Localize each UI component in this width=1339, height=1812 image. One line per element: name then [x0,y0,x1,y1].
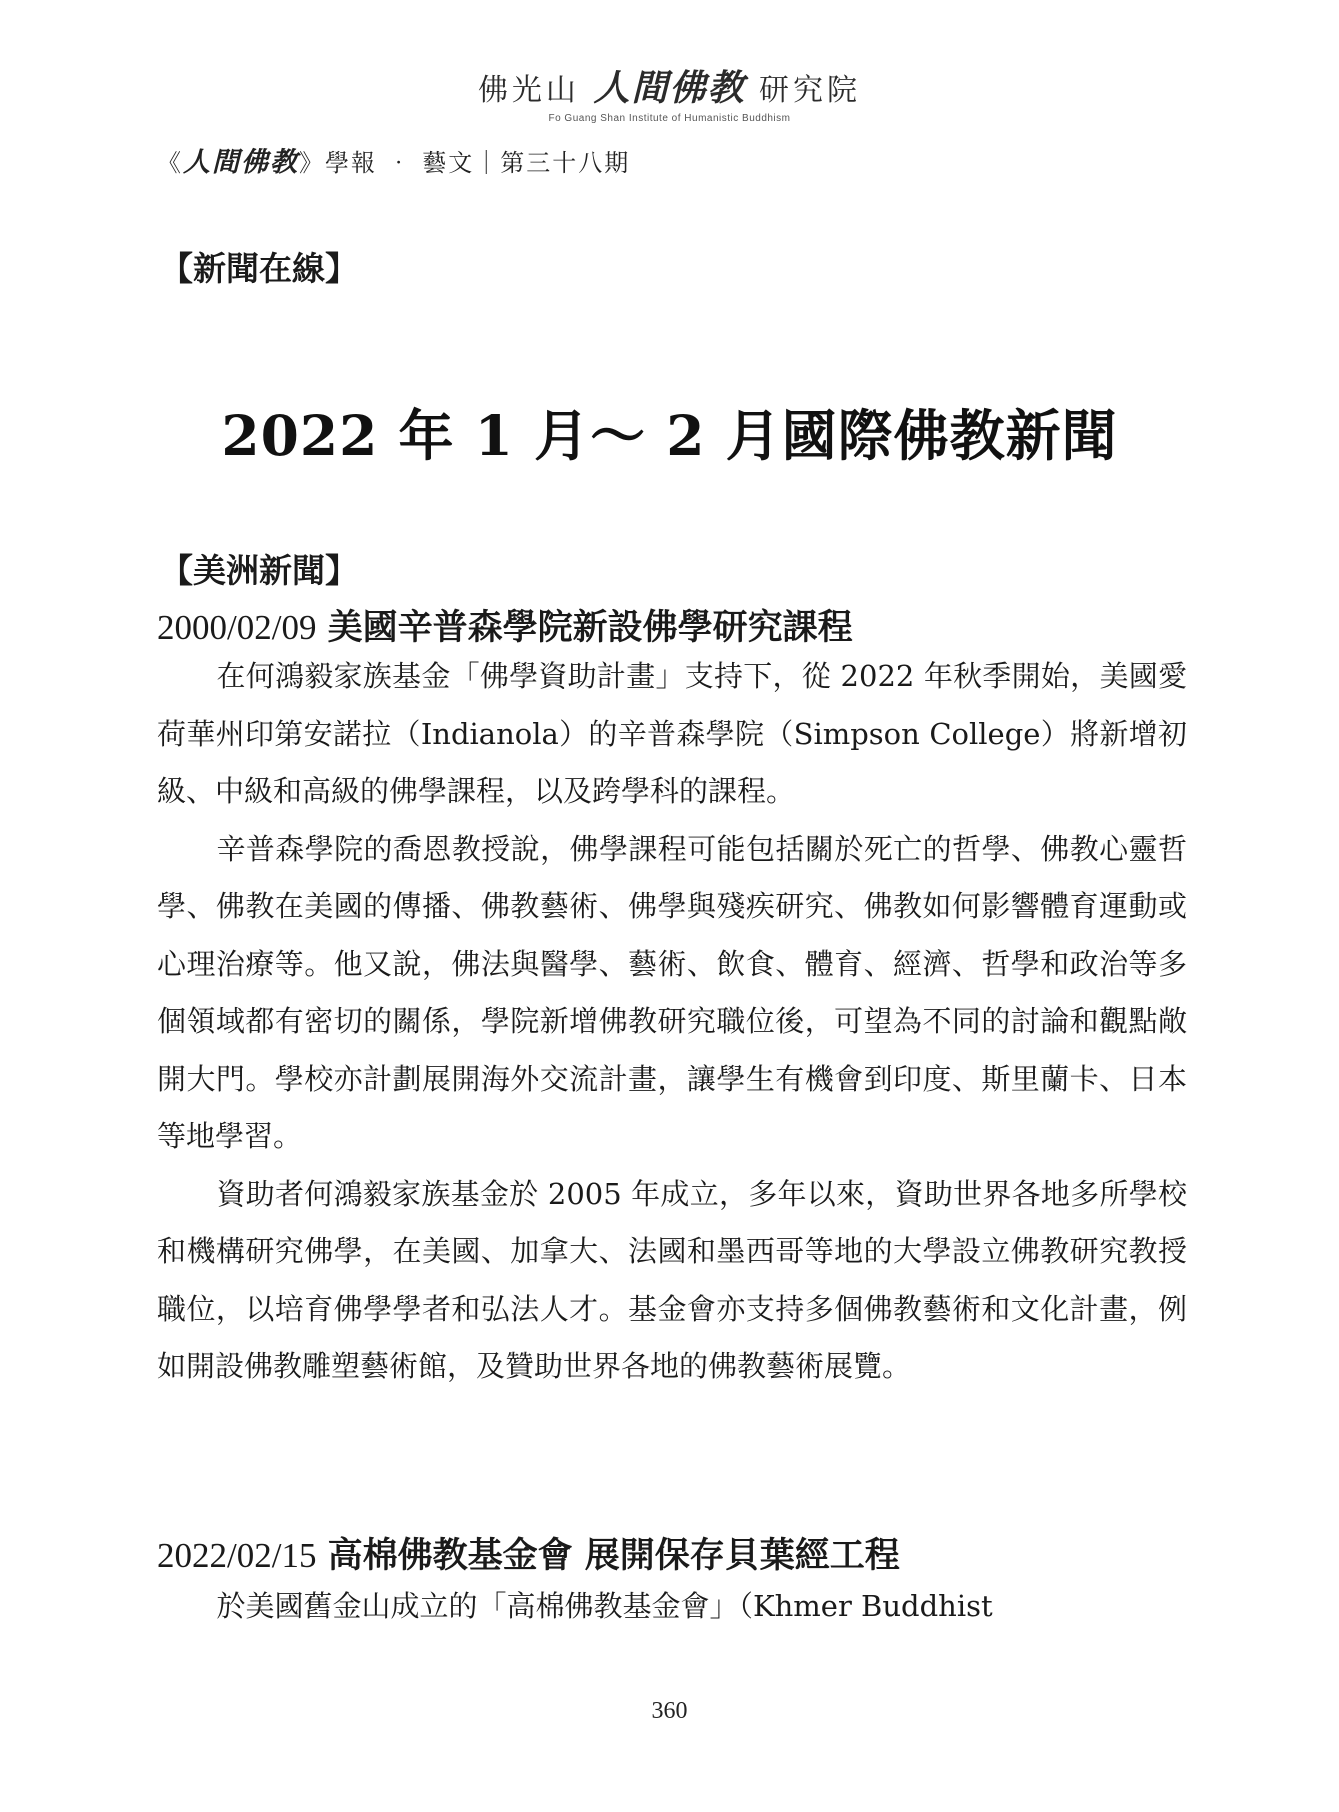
journal-open: 《 [157,149,183,177]
journal-brush: 人間佛教 [183,147,299,178]
article-body [157,1578,1187,1635]
journal-rest: 》學報 ‧ 藝文｜第三十八期 [299,149,631,177]
paragraph: 辛普森學院的喬恩教授說，佛學課程可能包括關於死亡的哲學、佛教心靈哲學、佛教在美國的傳播、佛教藝術、佛學與殘疾研究、佛教如何影響體育運動或心理治療等。他又說，佛法與醫學、藝術、飲食、體育、經濟、哲學和政治等多個領域都有密切的關係，學院新增佛教研究職位後，可望為不同的討論和觀點敞開大門。學校亦計劃展開海外交流計畫，讓學生有機會到印度、斯里蘭卡、日本等地學習。 [157,831,1187,1153]
article-headline: 高棉佛教基金會 展開保存貝葉經工程 [327,1535,900,1576]
page-title: 2022 年 1 月～ 2 月國際佛教新聞 [221,403,1118,468]
running-header [157,140,630,179]
logo-left: 佛光山 [477,73,580,108]
article-heading [157,600,853,650]
section-tag: 【新聞在線】 [160,249,358,288]
institute-logo [0,60,1339,124]
article-date: 2000/02/09 [157,608,317,647]
logo-brush: 人間佛教 [593,67,746,109]
article-date: 2022/02/15 [157,1536,317,1575]
paragraph: 於美國舊金山成立的「高棉佛教基金會」（Khmer Buddhist [216,1589,993,1623]
article-headline: 美國辛普森學院新設佛學研究課程 [327,607,853,648]
logo-right: 研究院 [759,73,862,108]
region-tag: 【美洲新聞】 [160,551,358,590]
logo-subtitle: Fo Guang Shan Institute of Humanistic Buddhism [548,113,791,124]
paragraph: 資助者何鴻毅家族基金於 2005 年成立，多年以來，資助世界各地多所學校和機構研究佛學，在美國、加拿大、法國和墨西哥等地的大學設立佛教研究教授職位，以培育佛學學者和弘法人才。基金會亦支持多個佛教藝術和文化計畫，例如開設佛教雕塑藝術館，及贊助世界各地的佛教藝術展覽。 [157,1176,1187,1383]
article-body [157,648,1187,1396]
article-heading [157,1528,900,1578]
paragraph: 在何鴻毅家族基金「佛學資助計畫」支持下，從 2022 年秋季開始，美國愛荷華州印第安諾拉（Indianola）的辛普森學院（Simpson College）將新增初級、中級和高級的佛學課程，以及跨學科的課程。 [157,659,1187,808]
logo-title [0,60,1339,111]
page-number: 360 [651,1698,688,1724]
